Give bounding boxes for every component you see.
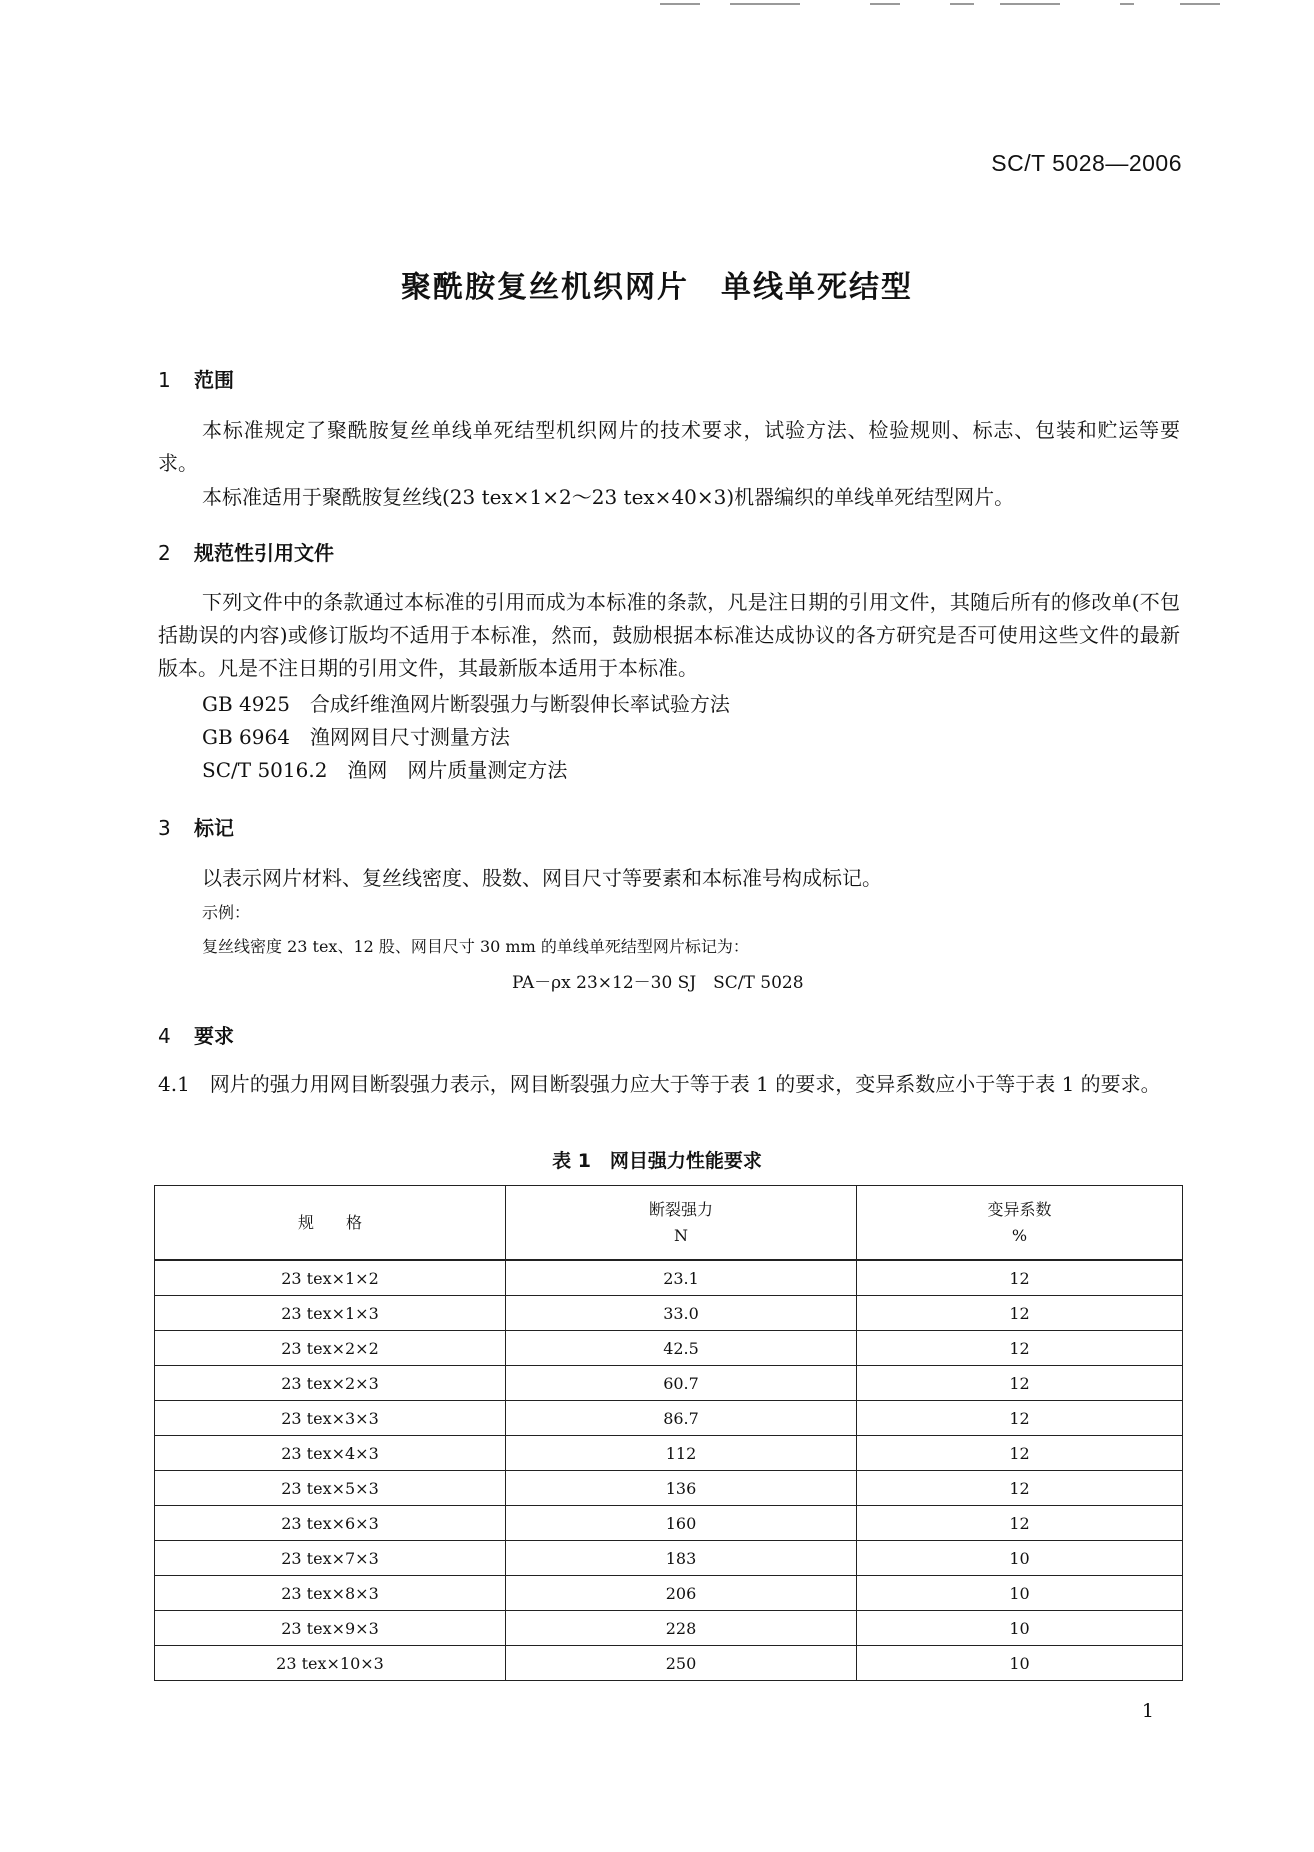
cell-spec: 23 tex×5×3: [155, 1471, 506, 1506]
cell-strength: 250: [506, 1646, 857, 1681]
cell-spec: 23 tex×2×2: [155, 1331, 506, 1366]
cell-spec: 23 tex×2×3: [155, 1366, 506, 1401]
table-row: [155, 1541, 1183, 1576]
section-number: 2: [158, 541, 171, 565]
cell-strength: 136: [506, 1471, 857, 1506]
cell-strength: 33.0: [506, 1296, 857, 1331]
table-row: [155, 1506, 1183, 1541]
section-title: 要求: [194, 1024, 234, 1048]
section-number: 1: [158, 368, 171, 392]
cell-spec: 23 tex×9×3: [155, 1611, 506, 1646]
section-heading-normative-references: [158, 537, 334, 566]
table-row: [155, 1436, 1183, 1471]
cell-spec: 23 tex×7×3: [155, 1541, 506, 1576]
cell-spec: 23 tex×4×3: [155, 1436, 506, 1471]
cell-cv: 12: [857, 1436, 1183, 1471]
cell-cv: 12: [857, 1366, 1183, 1401]
cell-spec: 23 tex×8×3: [155, 1576, 506, 1611]
cell-strength: 183: [506, 1541, 857, 1576]
cell-cv: 12: [857, 1506, 1183, 1541]
table-row: [155, 1576, 1183, 1611]
section-heading-scope: [158, 364, 234, 393]
header-cv-label: 变异系数: [987, 1199, 1052, 1219]
marking-example: PA－ρx 23×12－30 SJ SC/T 5028: [512, 973, 804, 993]
header-strength-label: 断裂强力: [648, 1199, 713, 1219]
section-number: 3: [158, 816, 171, 840]
table-caption: 表 1 网目强力性能要求: [552, 1150, 762, 1172]
cell-strength: 228: [506, 1611, 857, 1646]
table-row: [155, 1401, 1183, 1436]
cell-strength: 23.1: [506, 1260, 857, 1296]
cell-spec: 23 tex×6×3: [155, 1506, 506, 1541]
header-spec: 规 格: [155, 1186, 506, 1261]
paragraph: 以表示网片材料、复丝线密度、股数、网目尺寸等要素和本标准号构成标记。: [202, 866, 882, 890]
cell-cv: 12: [857, 1296, 1183, 1331]
standard-number: SC/T 5028—2006: [991, 150, 1182, 176]
cell-strength: 86.7: [506, 1401, 857, 1436]
cell-cv: 10: [857, 1646, 1183, 1681]
table-header-row: [155, 1186, 1183, 1261]
table-row: [155, 1471, 1183, 1506]
reference-item: GB 4925 合成纤维渔网片断裂强力与断裂伸长率试验方法: [202, 692, 730, 716]
cell-cv: 12: [857, 1471, 1183, 1506]
table-row: [155, 1331, 1183, 1366]
paragraph: 下列文件中的条款通过本标准的引用而成为本标准的条款，凡是注日期的引用文件，其随后所有的修改单(不包括勘误的内容)或修订版均不适用于本标准，然而，鼓励根据本标准达成协议的各方研究是否可使用这些文件的最新版本。凡是不注日期的引用文件，其最新版本适用于本标准。: [158, 590, 1180, 680]
cell-cv: 10: [857, 1576, 1183, 1611]
paragraph: 本标准适用于聚酰胺复丝线(23 tex×1×2～23 tex×40×3)机器编织的单线单死结型网片。: [202, 485, 1015, 509]
example-label: 示例：: [202, 903, 251, 922]
table-row: [155, 1366, 1183, 1401]
cell-cv: 12: [857, 1260, 1183, 1296]
table-row: [155, 1260, 1183, 1296]
table-body: [155, 1260, 1183, 1681]
cell-strength: 60.7: [506, 1366, 857, 1401]
header-cv: [857, 1186, 1183, 1261]
cell-cv: 12: [857, 1401, 1183, 1436]
clause-4-1: 4.1 网片的强力用网目断裂强力表示，网目断裂强力应大于等于表 1 的要求，变异系数应小于等于表 1 的要求。: [158, 1072, 1161, 1096]
header-strength: [506, 1186, 857, 1261]
table-row: [155, 1296, 1183, 1331]
cell-spec: 23 tex×3×3: [155, 1401, 506, 1436]
section-heading-marking: [158, 812, 234, 841]
cell-spec: 23 tex×10×3: [155, 1646, 506, 1681]
scan-artifact-marks: [620, 0, 1220, 12]
page-number: 1: [1141, 1700, 1154, 1722]
cell-strength: 42.5: [506, 1331, 857, 1366]
cell-strength: 112: [506, 1436, 857, 1471]
table-row: [155, 1611, 1183, 1646]
table-row: [155, 1646, 1183, 1681]
section-number: 4: [158, 1024, 171, 1048]
paragraph: 本标准规定了聚酰胺复丝单线单死结型机织网片的技术要求，试验方法、检验规则、标志、包装和贮运等要求。: [158, 418, 1180, 475]
header-cv-unit: %: [1011, 1225, 1028, 1245]
section-title: 标记: [194, 816, 234, 840]
cell-spec: 23 tex×1×2: [155, 1260, 506, 1296]
cell-strength: 206: [506, 1576, 857, 1611]
mesh-strength-table: [154, 1185, 1183, 1681]
example-text: 复丝线密度 23 tex、12 股、网目尺寸 30 mm 的单线单死结型网片标记为：: [202, 937, 749, 956]
reference-item: GB 6964 渔网网目尺寸测量方法: [202, 725, 510, 749]
section-heading-requirements: [158, 1020, 234, 1049]
cell-cv: 10: [857, 1611, 1183, 1646]
reference-item: SC/T 5016.2 渔网 网片质量测定方法: [202, 758, 568, 782]
header-strength-unit: N: [674, 1225, 688, 1245]
cell-strength: 160: [506, 1506, 857, 1541]
cell-cv: 10: [857, 1541, 1183, 1576]
cell-cv: 12: [857, 1331, 1183, 1366]
cell-spec: 23 tex×1×3: [155, 1296, 506, 1331]
section-title: 范围: [194, 368, 234, 392]
section-title: 规范性引用文件: [194, 541, 334, 565]
document-title: 聚酰胺复丝机织网片 单线单死结型: [401, 270, 913, 305]
